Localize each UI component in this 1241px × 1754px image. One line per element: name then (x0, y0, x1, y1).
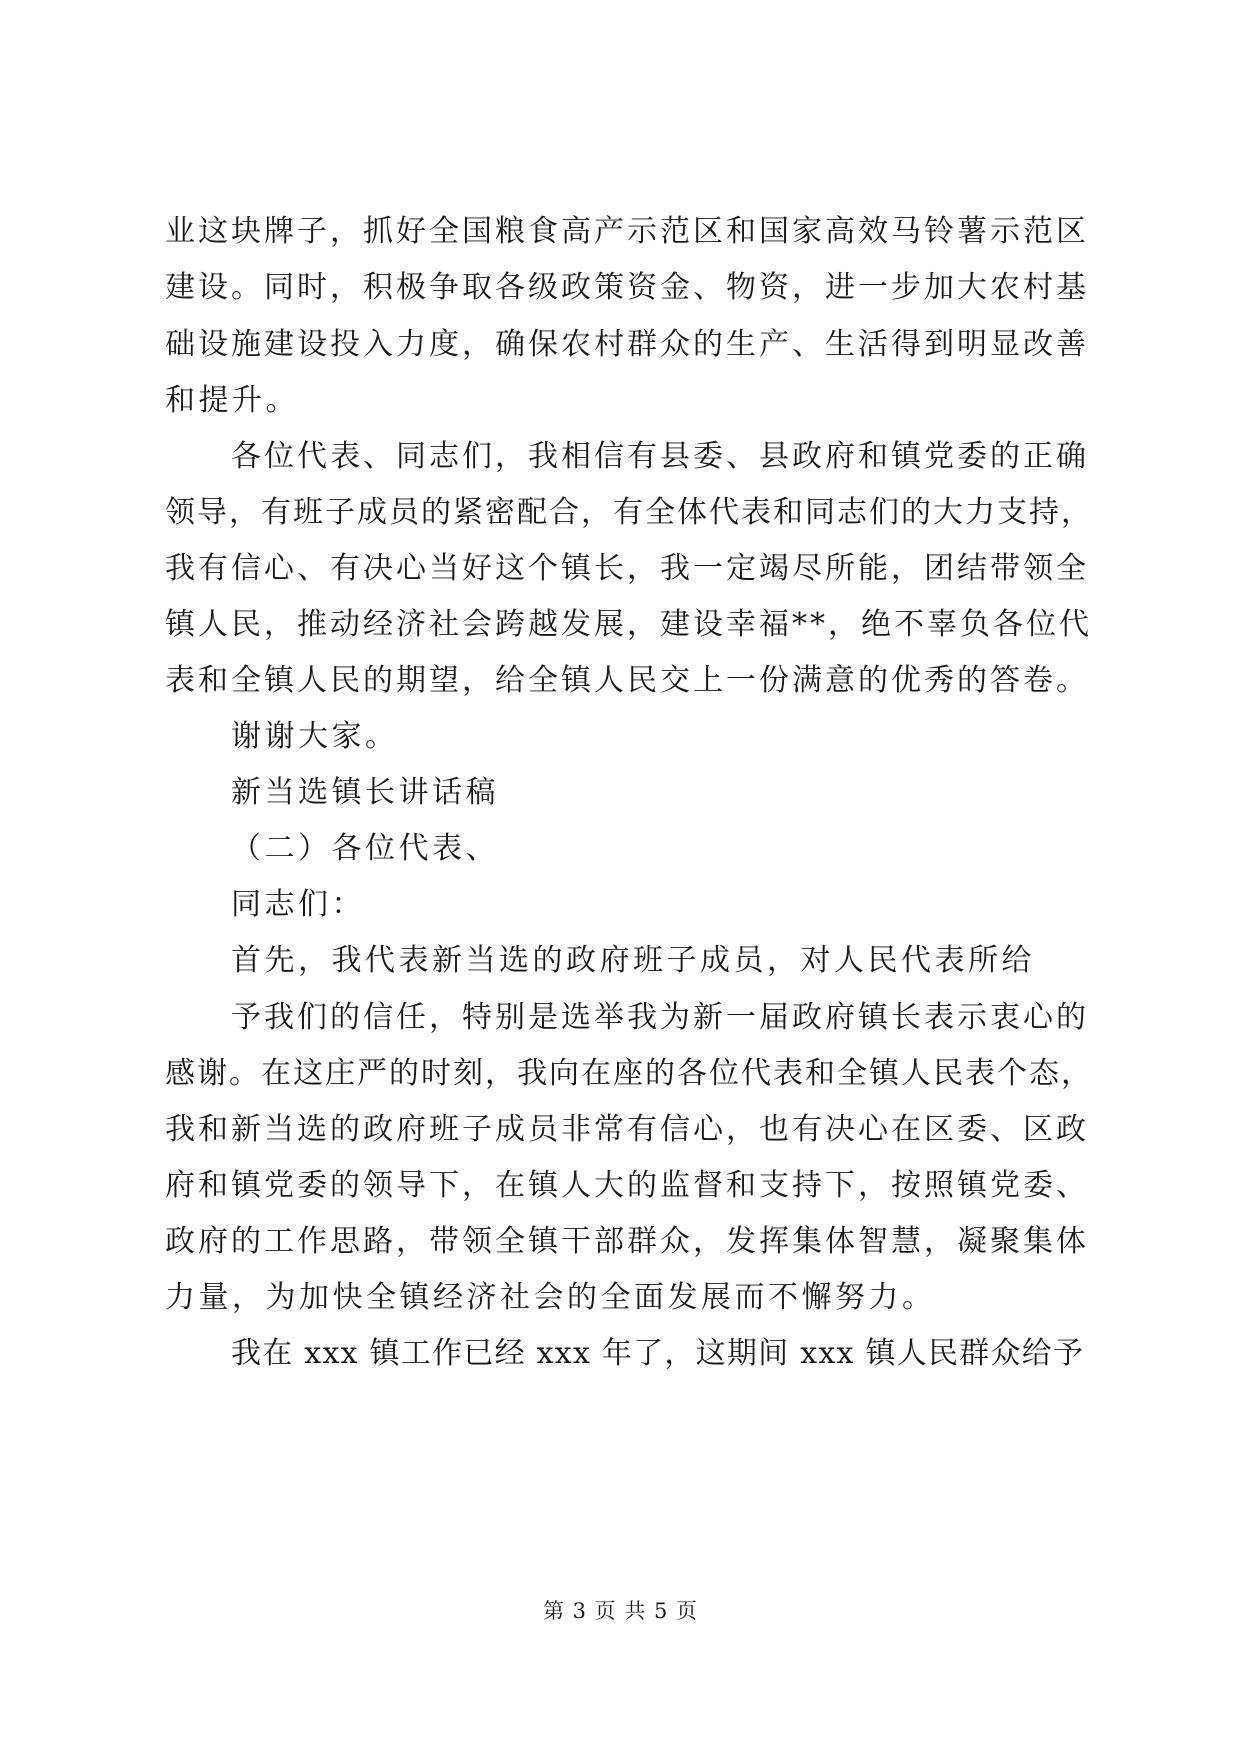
section-title: 新当选镇长讲话稿 (231, 775, 499, 810)
text-line: 各位代表、同志们，我相信有县委、县政府和镇党委的正确 (231, 439, 1089, 474)
text-line: 谢谢大家。 (231, 719, 399, 754)
text-line: 政府的工作思路，带领全镇干部群众，发挥集体智慧，凝聚集体 (165, 1224, 1089, 1259)
text-line: 建设。同时，积极争取各级政策资金、物资，进一步加大农村基 (165, 270, 1089, 305)
text-line: （二）各位代表、 (231, 831, 499, 866)
text-line: 我在 xxx 镇工作已经 xxx 年了，这期间 xxx 镇人民群众给予 (231, 1336, 1085, 1371)
text-line: 我和新当选的政府班子成员非常有信心，也有决心在区委、区政 (165, 1112, 1089, 1147)
text-line: 业这块牌子，抓好全国粮食高产示范区和国家高效马铃薯示范区 (165, 214, 1089, 249)
text-line: 予我们的信任，特别是选举我为新一届政府镇长表示衷心的 (231, 1000, 1089, 1035)
text-line: 首先，我代表新当选的政府班子成员，对人民代表所给 (231, 943, 1035, 978)
text-line: 础设施建设投入力度，确保农村群众的生产、生活得到明显改善 (165, 327, 1089, 362)
text-line: 感谢。在这庄严的时刻，我向在座的各位代表和全镇人民表个态， (165, 1056, 1093, 1091)
text-line: 镇人民，推动经济社会跨越发展，建设幸福**，绝不辜负各位代 (165, 607, 1092, 642)
text-line: 我有信心、有决心当好这个镇长，我一定竭尽所能，团结带领全 (165, 551, 1089, 586)
text-line: 同志们： (231, 887, 365, 922)
text-line: 府和镇党委的领导下，在镇人大的监督和支持下，按照镇党委、 (165, 1168, 1089, 1203)
page-number: 第 3 页 共 5 页 (542, 1599, 699, 1623)
text-line: 领导，有班子成员的紧密配合，有全体代表和同志们的大力支持， (165, 495, 1093, 530)
text-line: 力量，为加快全镇经济社会的全面发展而不懈努力。 (165, 1280, 936, 1315)
text-line: 表和全镇人民的期望，给全镇人民交上一份满意的优秀的答卷。 (165, 663, 1089, 698)
text-line: 和提升。 (165, 383, 299, 418)
